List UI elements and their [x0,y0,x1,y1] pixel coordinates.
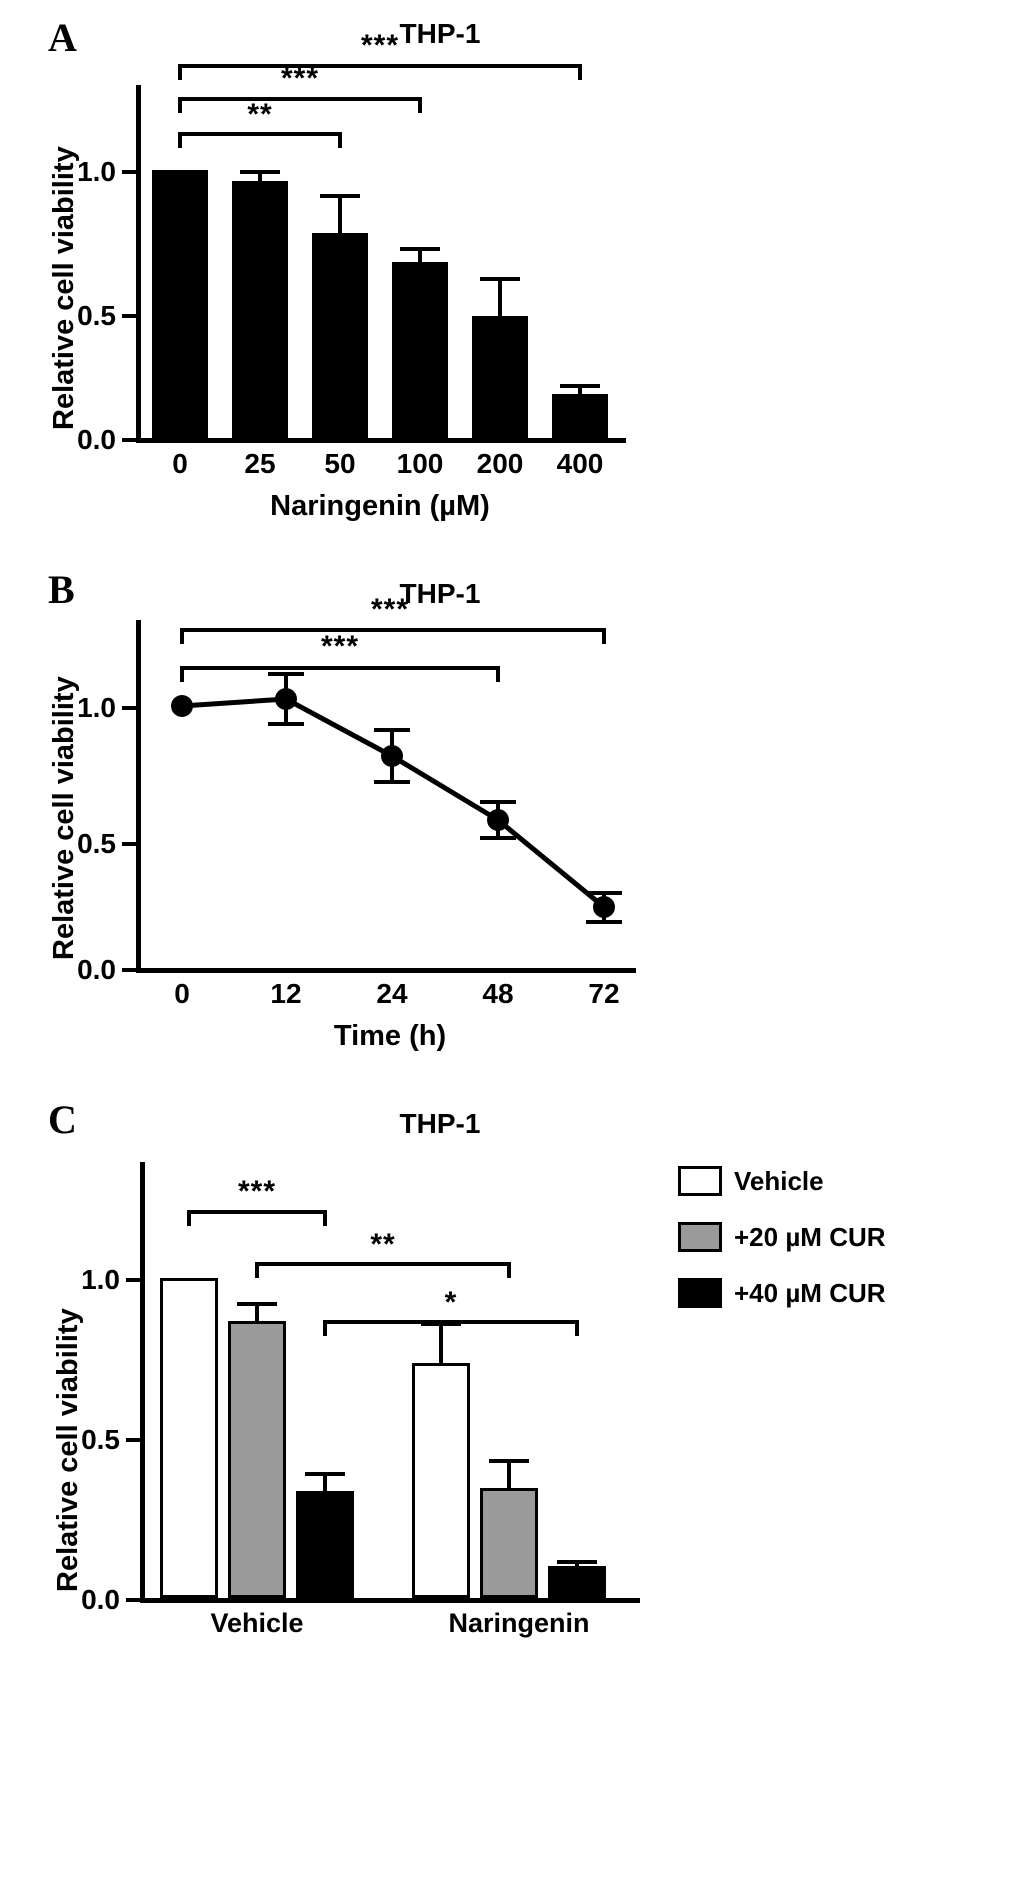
legend-swatch-cur40 [678,1278,722,1308]
panel-b-ytick-label-0: 0.0 [77,954,116,985]
panel-a-title: THP-1 [399,18,481,49]
panel-a-xtick-label-400: 400 [556,448,604,479]
panel-a-significance-brackets [0,0,1033,560]
panel-c-y-axis-label: Relative cell viability [52,1308,84,1592]
panel-a [0,0,1033,560]
panel-b [0,560,1033,1100]
panel-b-xtick-label-12: 12 [270,978,302,1009]
legend-swatch-cur20 [678,1222,722,1252]
panel-a-letter: A [48,15,77,60]
panel-a-ytick-label-0: 0.0 [77,424,116,455]
panel-c-letter: C [48,1097,77,1142]
panel-b-xtick-label-72: 72 [588,978,620,1009]
legend-label-cur20: +20 µM CUR [734,1222,886,1252]
legend-label-cur40: +40 µM CUR [734,1278,886,1308]
panel-c-sig-3: * [444,1286,458,1319]
panel-c-ytick-label-2: 1.0 [81,1264,120,1295]
panel-c-sig-1: *** [237,1175,277,1208]
panel-c-ytick-label-1: 0.5 [81,1424,120,1455]
panel-a-sig-3: *** [360,29,400,62]
panel-b-xtick-label-48: 48 [482,978,514,1009]
panel-b-xtick-label-24: 24 [376,978,408,1009]
panel-b-sig-2: *** [370,593,410,626]
panel-a-y-axis-label: Relative cell viability [48,146,80,430]
panel-c-ytick-label-0: 0.0 [81,1584,120,1615]
panel-b-sig-1: *** [320,630,360,663]
legend-label-vehicle: Vehicle [734,1166,824,1196]
panel-a-xtick-label-0: 0 [172,448,188,479]
panel-c-group-label-vehicle: Vehicle [210,1608,304,1638]
panel-a-x-axis-label: Naringenin (µM) [270,490,490,522]
panel-a-xtick-label-50: 50 [324,448,356,479]
panel-b-ytick-label-1: 0.5 [77,828,116,859]
panel-a-ytick-label-2: 1.0 [77,156,116,187]
panel-c-significance-brackets [0,1097,1033,1877]
panel-b-title: THP-1 [399,578,481,609]
panel-c-title: THP-1 [399,1108,481,1139]
panel-b-y-axis-label: Relative cell viability [48,676,80,960]
panel-c-sig-2: ** [370,1228,396,1261]
panel-a-ytick-label-1: 0.5 [77,300,116,331]
legend-swatch-vehicle [678,1166,722,1196]
panel-c-group-label-naringenin: Naringenin [448,1608,590,1638]
panel-b-x-axis-label: Time (h) [333,1020,447,1052]
panel-a-sig-1: ** [247,98,273,131]
panel-c [0,1097,1033,1877]
panel-b-ytick-label-2: 1.0 [77,692,116,723]
panel-b-line-series [0,560,1033,1100]
panel-a-xtick-label-25: 25 [244,448,276,479]
panel-a-xtick-label-200: 200 [476,448,524,479]
panel-a-sig-2: *** [280,62,320,95]
panel-a-xtick-label-100: 100 [396,448,444,479]
panel-b-xtick-label-0: 0 [174,978,190,1009]
panel-b-letter: B [48,567,75,612]
